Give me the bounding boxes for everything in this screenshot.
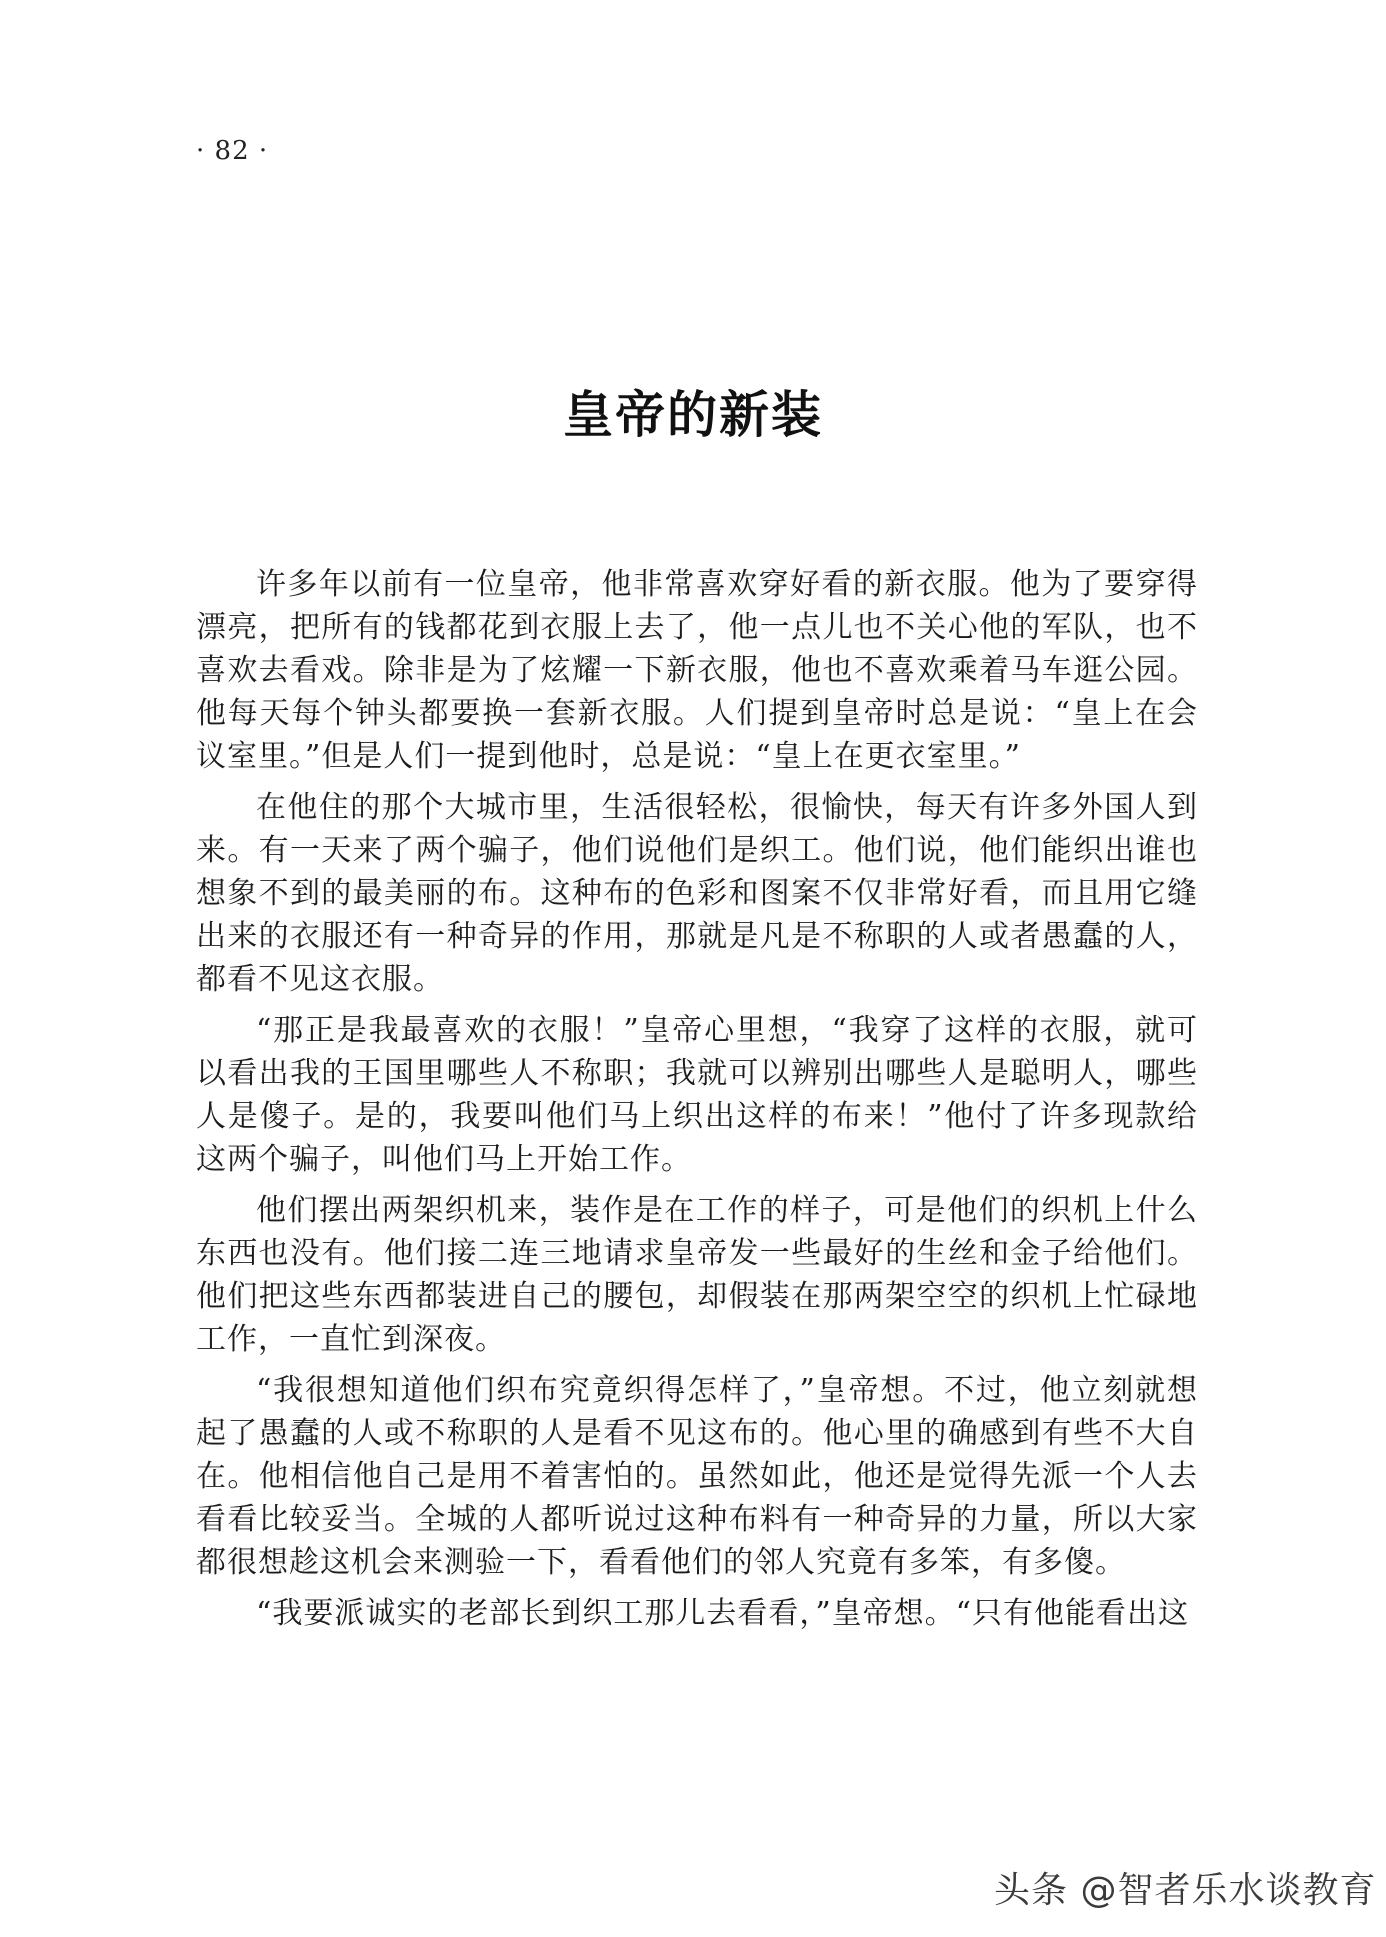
page-number: · 82 ·	[196, 136, 269, 166]
paragraph-6: “我要派诚实的老部长到织工那儿去看看，”皇帝想。“只有他能看出这	[256, 1596, 1190, 1631]
paragraph-5: “我很想知道他们织布究竟织得怎样了，”皇帝想。不过，他立刻就想起了愚蠢的人或不称职的人是看不见这布的。他心里的确感到有些不大自在。他相信他自己是用不着害怕的。虽然如此，他还是觉得先派一个人去看看比较妥当。全城的人都听说过这种布料有一种奇异的力量，所以大家都很想趁这机会来测验一下，看看他们的邻人究竟有多笨，有多傻。	[196, 1373, 1198, 1580]
paragraph-2: 在他住的那个大城市里，生活很轻松，很愉快，每天有许多外国人到来。有一天来了两个骗子，他们说他们是织工。他们说，他们能织出谁也想象不到的最美丽的布。这种布的色彩和图案不仅非常好看，而且用它缝出来的衣服还有一种奇异的作用，那就是凡是不称职的人或者愚蠢的人，都看不见这衣服。	[196, 790, 1198, 997]
source-watermark: 头条 @智者乐水谈教育	[994, 1870, 1377, 1911]
paragraph-3: “那正是我最喜欢的衣服！”皇帝心里想，“我穿了这样的衣服，就可以看出我的王国里哪些人不称职；我就可以辨别出哪些人是聪明人，哪些人是傻子。是的，我要叫他们马上织出这样的布来！”他付了许多现款给这两个骗子，叫他们马上开始工作。	[196, 1013, 1198, 1177]
story-body	[196, 563, 1198, 1635]
chapter-title: 皇帝的新装	[563, 385, 823, 444]
paragraph-1: 许多年以前有一位皇帝，他非常喜欢穿好看的新衣服。他为了要穿得漂亮，把所有的钱都花到衣服上去了，他一点儿也不关心他的军队，也不喜欢去看戏。除非是为了炫耀一下新衣服，他也不喜欢乘着马车逛公园。他每天每个钟头都要换一套新衣服。人们提到皇帝时总是说：“皇上在会议室里。”但是人们一提到他时，总是说：“皇上在更衣室里。”	[196, 567, 1198, 774]
paragraph-4: 他们摆出两架织机来，装作是在工作的样子，可是他们的织机上什么东西也没有。他们接二连三地请求皇帝发一些最好的生丝和金子给他们。他们把这些东西都装进自己的腰包，却假装在那两架空空的织机上忙碌地工作，一直忙到深夜。	[196, 1193, 1198, 1357]
